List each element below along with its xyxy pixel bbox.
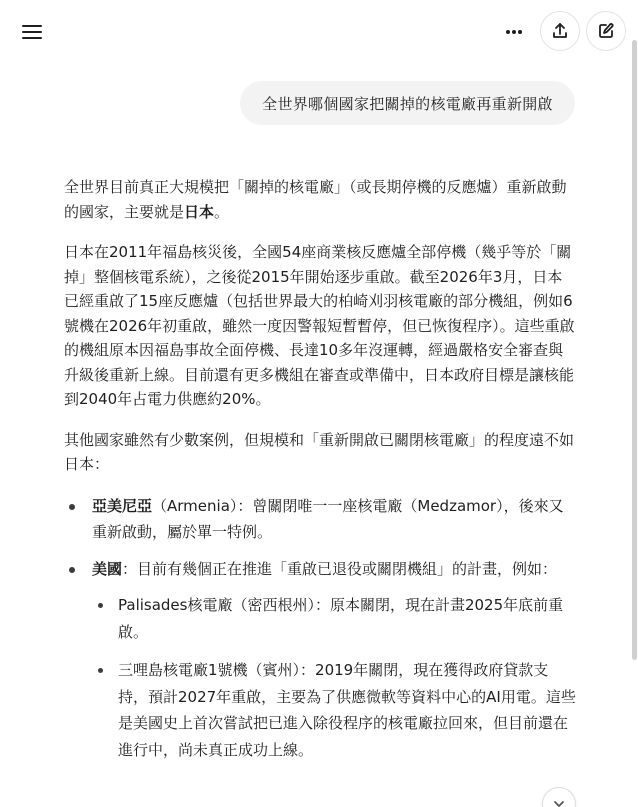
share-button[interactable] [540, 11, 580, 51]
sub-list-item: 三哩島核電廠1號機（賓州）：2019年關閉，現在獲得政府貸款支持，預計2027年重啟，主要為了供應微軟等資料中心的AI用電。這些是美國史上首次嘗試把已進入除役程序的核電廠拉回來，但目前還在進行中，尚未真正成功上線。 [92, 657, 576, 763]
answer-text: 。 [214, 202, 230, 221]
list-item [64, 493, 576, 546]
list-item-text: （Armenia）：曾關閉唯一一座核電廠（Medzamor），後來又重新啟動，屬於單一特例。 [92, 496, 564, 541]
more-horizontal-icon [505, 29, 523, 35]
more-options-button[interactable] [496, 14, 532, 50]
sub-list-item: Palisades核電廠（密西根州）：原本關閉，現在計畫2025年底前重啟。 [92, 592, 576, 645]
share-upload-icon [551, 22, 569, 40]
answer-paragraph: 日本在2011年福島核災後，全國54座商業核反應爐全部停機（幾乎等於「關掉」整個核電系統），之後從2015年開始逐步重啟。截至2026年3月，日本已經重啟了15座反應爐（包括世界最大的柏崎刈羽核電廠的部分機組，例如6號機在2026年初重啟，雖然一度因警報短暫暫停，但已恢復程序）。這些重啟的機組原本因福島事故全面停機、長達10多年沒運轉，經過嚴格安全審查與升級後重新上線。目前還有更多機組在審查或準備中，日本政府目標是讓核能到2040年占電力供應約20%。 [64, 243, 575, 408]
answer-paragraph [64, 175, 576, 224]
new-chat-button[interactable] [586, 11, 626, 51]
answer-text: 全世界目前真正大規模把「關掉的核電廠」（或長期停機的反應爐）重新啟動的國家，主要就是 [64, 178, 567, 221]
chevron-down-icon [552, 797, 566, 807]
scroll-to-bottom-button[interactable] [542, 787, 576, 807]
list-item [64, 556, 576, 764]
edit-new-chat-icon [597, 22, 615, 40]
answer-paragraph: 其他國家雖然有少數案例，但規模和「重新開啟已關閉核電廠」的程度遠不如日本： [64, 430, 575, 473]
scrollbar-thumb[interactable] [632, 40, 637, 660]
sub-bullet-list [92, 592, 576, 763]
menu-button[interactable] [14, 14, 50, 50]
hamburger-menu-icon [21, 23, 43, 41]
list-item-bold: 美國 [92, 559, 123, 578]
top-bar [0, 0, 638, 64]
list-item-bold: 亞美尼亞 [92, 496, 153, 515]
assistant-response [64, 175, 576, 775]
answer-bold-text: 日本 [184, 202, 215, 221]
list-item-text: ：目前有幾個正在推進「重啟已退役或關閉機組」的計畫，例如： [122, 559, 558, 578]
bullet-list [64, 493, 576, 764]
user-message-bubble: 全世界哪個國家把關掉的核電廠再重新開啟 [240, 81, 575, 125]
